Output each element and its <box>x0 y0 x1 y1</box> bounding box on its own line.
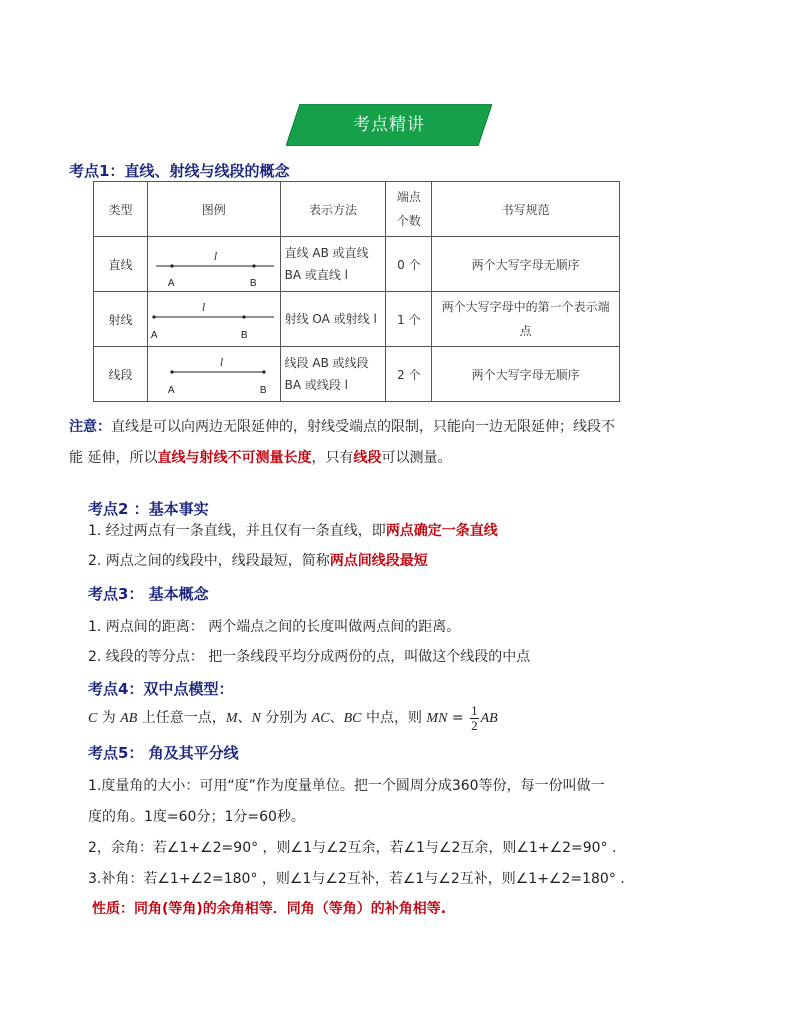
table-row <box>94 347 620 402</box>
note-emphasis1: 直线与射线不可测量长度 <box>157 450 312 466</box>
row-figure <box>147 292 280 347</box>
line-figure <box>148 237 280 291</box>
notation-line1: 直线 AB 或直线 <box>284 246 369 260</box>
concept-table <box>93 181 620 402</box>
segment-ab-result: AB <box>480 711 498 726</box>
formula-text: 中点，则 <box>361 710 427 726</box>
row-figure <box>147 237 280 292</box>
row-rule: 两个大写字母无顺序 <box>432 347 620 402</box>
header-endpoints <box>386 182 432 237</box>
notation-line2: BA 或直线 l <box>284 268 349 282</box>
header-endpoints-line2: 个数 <box>396 214 421 228</box>
table-row <box>94 237 620 292</box>
section3-item2: 2. 线段的等分点： 把一条线段平均分成两份的点，叫做这个线段的中点 <box>88 649 531 665</box>
row-type: 射线 <box>94 292 148 347</box>
row-rule <box>432 292 620 347</box>
notation-line2: BA 或线段 l <box>284 378 349 392</box>
section3-heading: 考点3： 基本概念 <box>88 585 209 603</box>
segment-point-label-a: A <box>167 385 175 396</box>
row-count: 2 个 <box>386 347 432 402</box>
point-label-a: A <box>167 278 175 289</box>
row-figure <box>147 347 280 402</box>
note-emphasis2: 线段 <box>353 450 382 466</box>
point-c: C <box>88 711 98 726</box>
ray-label-l: l <box>201 300 206 314</box>
segment-mn: MN <box>426 711 448 726</box>
note-text1: 直线是可以向两边无限延伸的，射线受端点的限制，只能向一边无限延伸；线段不 <box>111 419 615 435</box>
ray-point-label-a: A <box>150 330 158 341</box>
note-text2b: ，只有 <box>311 450 354 466</box>
note-line1 <box>69 416 615 436</box>
formula-text: 、 <box>329 710 344 726</box>
segment-label-l: l <box>219 355 224 369</box>
formula-text: 分别为 <box>260 710 312 726</box>
fraction-half <box>470 704 479 733</box>
table-header-row <box>94 182 620 237</box>
header-notation: 表示方法 <box>280 182 386 237</box>
header-figure: 图例 <box>147 182 280 237</box>
point-n: N <box>251 711 261 726</box>
row-notation <box>280 237 386 292</box>
note-text2c: 可以测量。 <box>381 450 452 466</box>
section-banner <box>286 104 492 146</box>
section5-item3: 3.补角：若∠1+∠2=180° ，则∠1与∠2互补，若∠1与∠2互补，则∠1+∠2=180° . <box>88 871 625 887</box>
notation-line1: 射线 OA 或射线 l <box>284 312 377 326</box>
section2-item1-text: 1. 经过两点有一条直线，并且仅有一条直线，即 <box>88 523 386 539</box>
line-label-l: l <box>213 249 218 263</box>
section2-item1 <box>88 520 498 540</box>
formula-text: 上任意一点， <box>137 710 226 726</box>
fraction-denominator: 2 <box>471 717 478 733</box>
section2-item1-emphasis: 两点确定一条直线 <box>385 523 498 539</box>
section3-item1: 1. 两点间的距离： 两个端点之间的长度叫做两点间的距离。 <box>88 619 461 635</box>
section5-item2: 2，余角：若∠1+∠2=90° ，则∠1与∠2互余，若∠1与∠2互余，则∠1+∠2=90° . <box>88 840 617 856</box>
section5-item1-line1: 1.度量角的大小：可用“度”作为度量单位。把一个圆周分成360等份，每一份叫做一 <box>88 778 605 794</box>
segment-figure <box>148 347 280 401</box>
note-line2 <box>69 447 451 467</box>
row-type: 直线 <box>94 237 148 292</box>
row-count: 1 个 <box>386 292 432 347</box>
ray-diagram <box>148 292 281 346</box>
row-count: 0 个 <box>386 237 432 292</box>
header-rule: 书写规范 <box>432 182 620 237</box>
notation-line1: 线段 AB 或线段 <box>284 356 369 370</box>
table-row <box>94 292 620 347</box>
row-rule-text: 两个大写字母中的第一个表示端点 <box>441 300 610 338</box>
point-m: M <box>225 711 238 726</box>
ray-point-label-b: B <box>240 330 248 341</box>
note-prefix: 注意： <box>69 419 111 435</box>
segment-bc: BC <box>343 711 362 726</box>
ray-figure <box>148 292 280 346</box>
header-type: 类型 <box>94 182 148 237</box>
row-rule: 两个大写字母无顺序 <box>432 237 620 292</box>
section2-item2-emphasis: 两点间线段最短 <box>329 553 428 569</box>
formula-text: 、 <box>237 710 252 726</box>
section2-item2-text: 2. 两点之间的线段中，线段最短，简称 <box>88 553 330 569</box>
section5-property <box>92 898 446 918</box>
segment-ab: AB <box>120 711 138 726</box>
section5-item1-line2: 度的角。1度=60分；1分=60秒。 <box>88 809 305 825</box>
note-text2a: 能 延伸，所以 <box>69 450 158 466</box>
segment-point-label-b: B <box>259 385 267 396</box>
section2-item2 <box>88 550 428 570</box>
segment-ac: AC <box>311 711 330 726</box>
row-type: 线段 <box>94 347 148 402</box>
section4-formula <box>88 700 498 736</box>
section1-heading: 考点1：直线、射线与线段的概念 <box>69 162 290 180</box>
section4-heading: 考点4：双中点模型： <box>88 680 234 698</box>
fraction-numerator: 1 <box>471 702 478 718</box>
header-endpoints-line1: 端点 <box>396 190 421 204</box>
banner-title: 考点精讲 <box>353 115 425 135</box>
equals-sign: = <box>447 710 469 726</box>
formula-text: 为 <box>97 710 121 726</box>
point-label-b: B <box>249 278 257 289</box>
section5-heading: 考点5： 角及其平分线 <box>88 744 239 762</box>
row-notation <box>280 347 386 402</box>
row-notation <box>280 292 386 347</box>
section2-heading: 考点2 ：基本事实 <box>88 500 209 518</box>
property-text: 性质：同角(等角)的余角相等．同角（等角）的补角相等. <box>92 901 447 917</box>
